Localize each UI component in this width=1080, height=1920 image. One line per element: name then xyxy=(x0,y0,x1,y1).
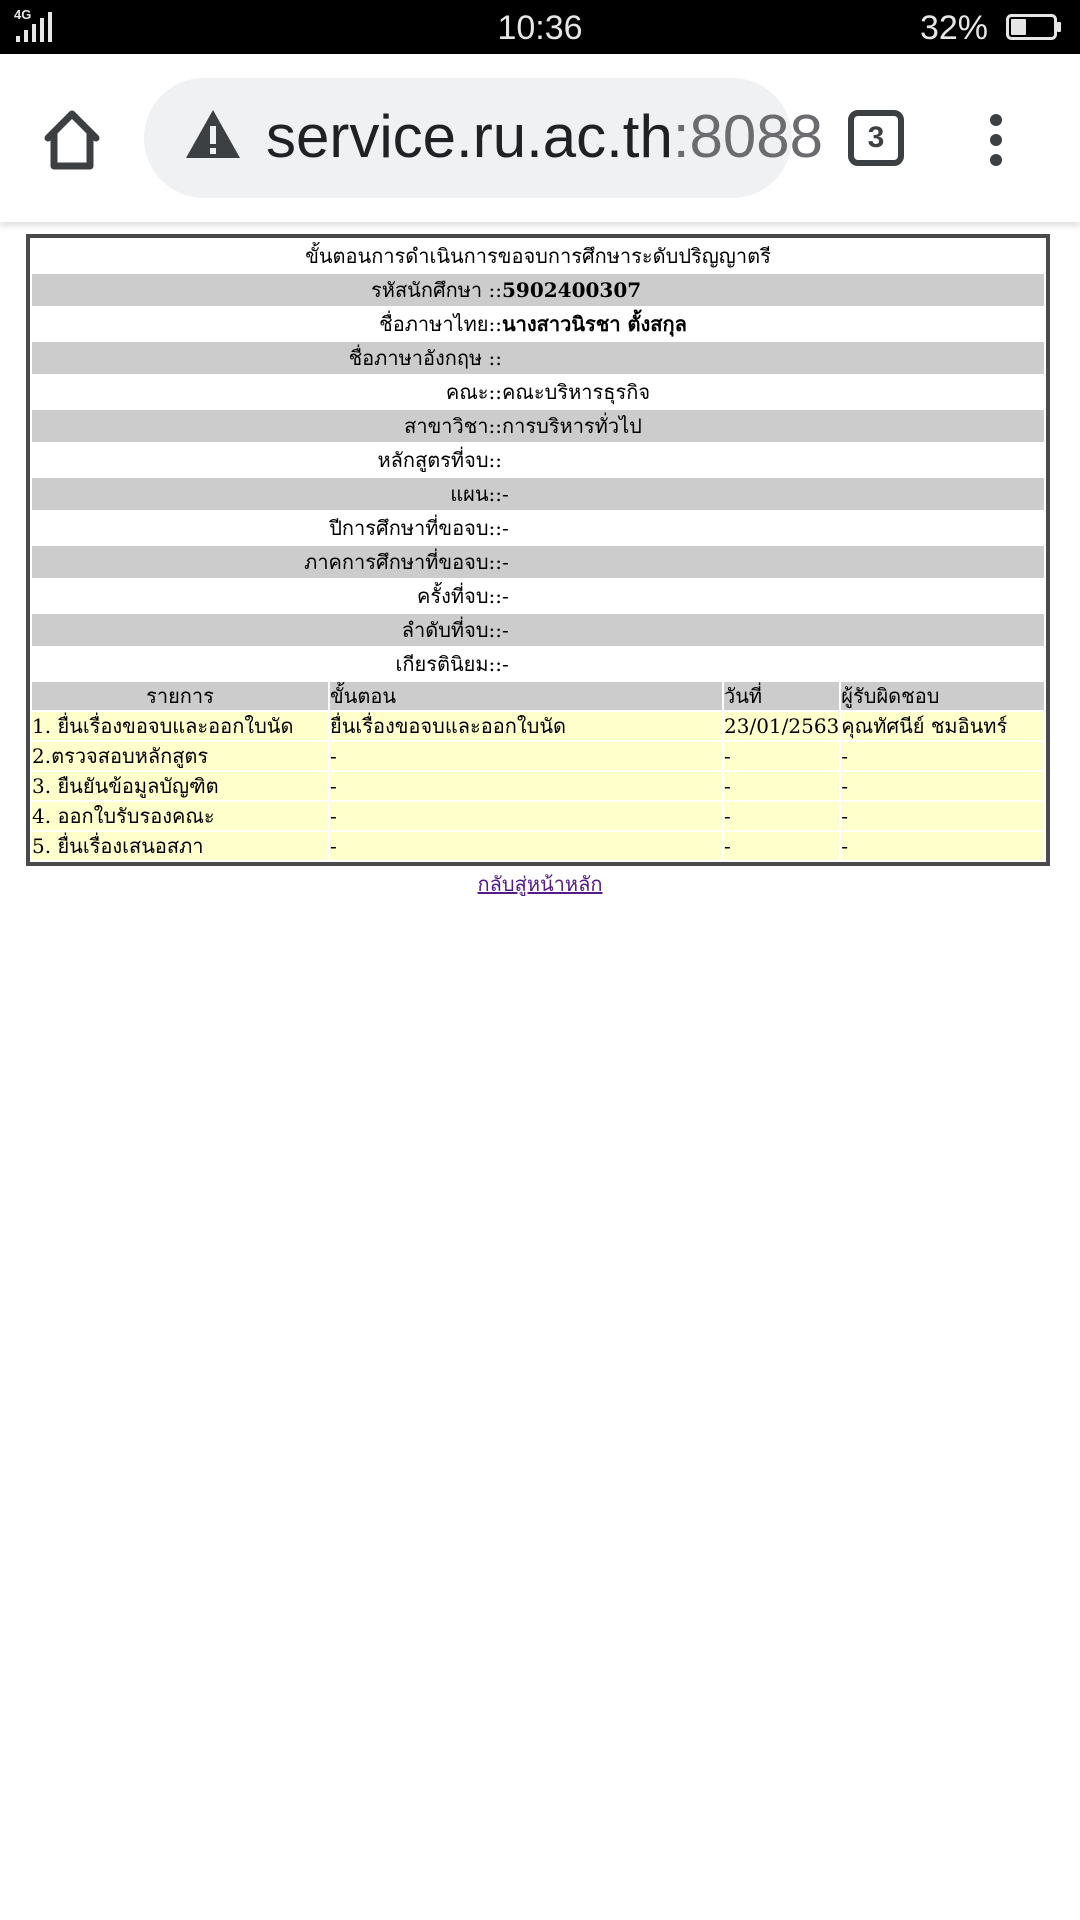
step-date: 23/01/2563 xyxy=(724,714,840,738)
step-item: 3. ยืนยันข้อมูลบัญฑิต xyxy=(32,772,328,800)
step-responsible: - xyxy=(841,772,1044,800)
step-item: 2.ตรวจสอบหลักสูตร xyxy=(32,742,328,770)
more-options-icon[interactable] xyxy=(976,112,1016,168)
field-row xyxy=(32,580,1044,612)
steps-header-row xyxy=(32,682,1044,710)
url-text[interactable] xyxy=(266,104,823,170)
step-date: - xyxy=(724,802,839,830)
field-value-faculty: คณะบริหารธุรกิจ xyxy=(502,376,1044,408)
step-responsible: คุณทัศนีย์ ชมอินทร์ xyxy=(841,712,1044,740)
step-responsible: - xyxy=(841,802,1044,830)
url-host: service.ru.ac.th xyxy=(266,103,673,170)
field-label-academic-year: ปีการศึกษาที่ขอจบ:: xyxy=(32,512,502,544)
column-header-responsible: ผู้รับผิดชอบ xyxy=(841,682,1044,710)
back-to-home-container xyxy=(0,868,1080,900)
field-row xyxy=(32,410,1044,442)
field-label-major: สาขาวิชา:: xyxy=(32,410,502,442)
field-value-english-name xyxy=(502,342,1044,374)
back-to-home-link[interactable]: กลับสู่หน้าหลัก xyxy=(477,872,603,896)
graduation-status-table xyxy=(26,234,1050,866)
battery-percent: 32% xyxy=(919,9,988,47)
field-label-curriculum: หลักสูตรที่จบ:: xyxy=(32,444,502,476)
field-row xyxy=(32,648,1044,680)
field-row xyxy=(32,376,1044,408)
field-value-academic-year: - xyxy=(502,512,1044,544)
field-label-plan: แผน:: xyxy=(32,478,502,510)
field-row xyxy=(32,274,1044,306)
column-header-date: วันที่ xyxy=(724,682,839,710)
table-row xyxy=(32,802,1044,830)
step-item: 5. ยื่นเรื่องเสนอสภา xyxy=(32,832,328,860)
field-row xyxy=(32,614,1044,646)
field-row xyxy=(32,512,1044,544)
field-value-student-id: 5902400307 xyxy=(502,274,1044,306)
table-row xyxy=(32,712,1044,740)
field-label-english-name: ชื่อภาษาอังกฤษ :: xyxy=(32,342,502,374)
address-bar[interactable] xyxy=(144,78,823,198)
status-bar xyxy=(0,0,1080,54)
network-type: 4G xyxy=(14,7,32,22)
field-value-curriculum xyxy=(502,444,1044,476)
battery-icon xyxy=(1006,14,1062,40)
field-label-student-id: รหัสนักศึกษา :: xyxy=(32,274,502,306)
field-value-honors: - xyxy=(502,648,1044,680)
field-row xyxy=(32,546,1044,578)
step-status: - xyxy=(330,832,722,860)
column-header-step: ขั้นตอน xyxy=(330,682,722,710)
step-status: ยื่นเรื่องขอจบและออกใบนัด xyxy=(330,712,722,740)
step-item: 1. ยื่นเรื่องขอจบและออกใบนัด xyxy=(32,712,328,740)
field-value-graduation-order: - xyxy=(502,614,1044,646)
field-label-honors: เกียรตินิยม:: xyxy=(32,648,502,680)
field-label-graduation-round: ครั้งที่จบ:: xyxy=(32,580,502,612)
step-responsible: - xyxy=(841,742,1044,770)
field-label-faculty: คณะ:: xyxy=(32,376,502,408)
home-icon[interactable] xyxy=(38,106,106,174)
field-row xyxy=(32,308,1044,340)
step-responsible: - xyxy=(841,832,1044,860)
step-date: - xyxy=(724,832,839,860)
table-row xyxy=(32,772,1044,800)
browser-toolbar xyxy=(0,54,1080,222)
step-item: 4. ออกใบรับรองคณะ xyxy=(32,802,328,830)
field-label-semester: ภาคการศึกษาที่ขอจบ:: xyxy=(32,546,502,578)
field-value-plan: - xyxy=(502,478,1044,510)
clock: 10:36 xyxy=(497,9,583,47)
step-status: - xyxy=(330,772,722,800)
page-title: ขั้นตอนการดำเนินการขอจบการศึกษาระดับปริญญาตรี xyxy=(32,240,1044,272)
field-value-semester: - xyxy=(502,546,1044,578)
tab-switcher-button[interactable]: 3 xyxy=(848,110,904,166)
field-row xyxy=(32,478,1044,510)
field-label-thai-name: ชื่อภาษาไทย:: xyxy=(32,308,502,340)
field-label-graduation-order: ลำดับที่จบ:: xyxy=(32,614,502,646)
step-status: - xyxy=(330,742,722,770)
step-date: - xyxy=(724,742,839,770)
field-value-major: การบริหารทั่วไป xyxy=(502,410,1044,442)
field-value-thai-name: นางสาวนิรชา ตั้งสกุล xyxy=(502,308,1044,340)
field-value-graduation-round: - xyxy=(502,580,1044,612)
field-row xyxy=(32,342,1044,374)
column-header-item: รายการ xyxy=(32,682,328,710)
table-row xyxy=(32,832,1044,860)
table-row xyxy=(32,742,1044,770)
step-date: - xyxy=(724,772,839,800)
not-secure-warning-icon[interactable] xyxy=(184,108,242,160)
step-status: - xyxy=(330,802,722,830)
field-row xyxy=(32,444,1044,476)
url-port: :8088 xyxy=(672,103,823,170)
